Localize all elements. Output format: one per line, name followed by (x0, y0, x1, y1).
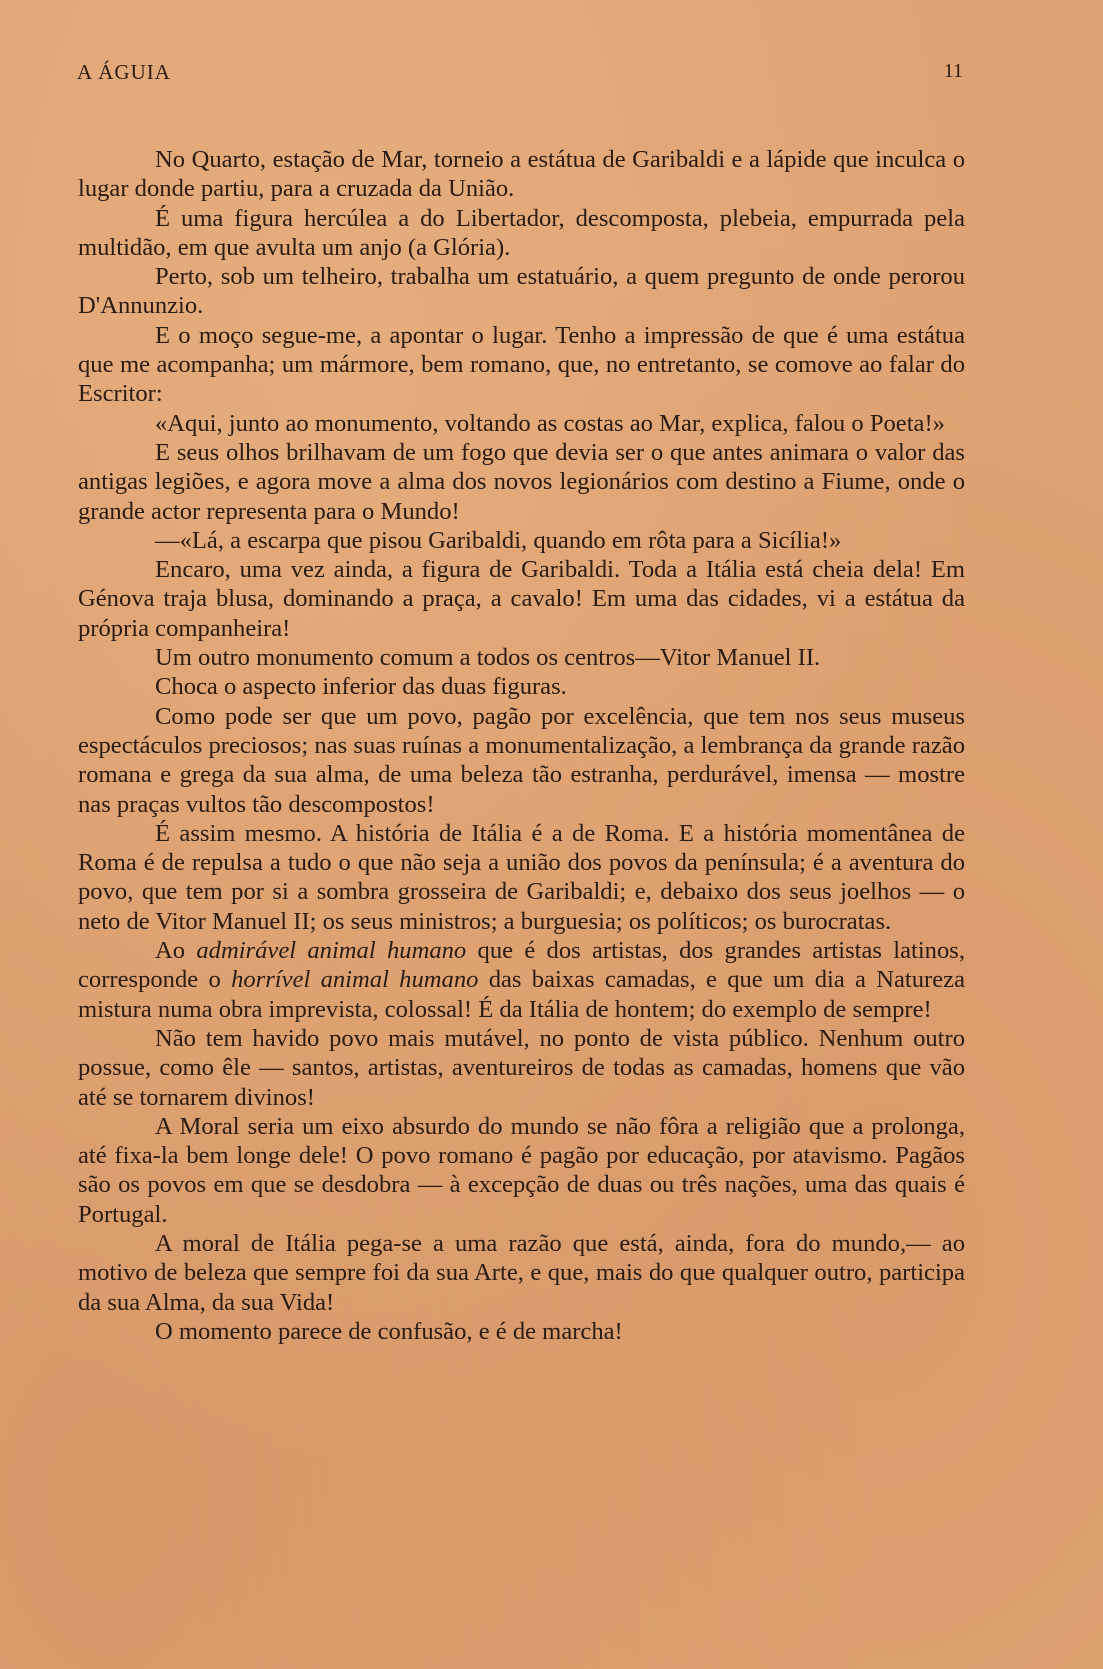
text-run: Não tem havido povo mais mutável, no ponto de vista público. Nenhum outro possue, como êle — santos, artistas, aventureiros de todas as camadas, homens que vão até se tornarem divinos! (78, 1024, 965, 1111)
text-run: No Quarto, estação de Mar, torneio a estátua de Garibaldi e a lápide que inculca o lugar donde partiu, para a cruzada da União. (78, 146, 965, 203)
journal-title: A ÁGUIA (77, 60, 171, 84)
text-run: que é dos artistas, dos grandes artistas latinos, corresponde o (78, 937, 965, 994)
paragraph (78, 262, 965, 321)
text-run: —«Lá, a escarpa que pisou Garibaldi, quando em rôta para a Sicília!» (155, 526, 842, 554)
text-run: A Moral seria um eixo absurdo do mundo se não fôra a religião que a prolonga, até fixa-la bem longe dele! O povo romano é pagão por educação, por atavismo. Pagãos são os povos em que se desdobra — à excepção de duas ou três nações, uma das quais é Portugal. (78, 1112, 965, 1228)
italic-phrase: admirável animal humano (196, 937, 467, 965)
text-run: Um outro monumento comum a todos os centros—Vitor Manuel II. (155, 644, 821, 672)
paragraph (78, 1024, 965, 1112)
paragraph (78, 204, 965, 263)
text-run: Encaro, uma vez ainda, a figura de Garibaldi. Toda a Itália está cheia dela! Em Génova traja blusa, dominando a praça, a cavalo! Em uma das cidades, vi a estátua da própria companheira! (78, 556, 965, 642)
text-run: Como pode ser que um povo, pagão por excelência, que tem nos seus museus espectáculos preciosos; nas suas ruínas a monumentalização, a lembrança da grande razão romana e grega da sua alma, de uma beleza tão estranha, perdurável, imensa — mostre nas praças vultos tão descompostos! (78, 702, 965, 818)
paragraph (78, 555, 965, 643)
text-run: das baixas camadas, e que um dia a Natureza mistura numa obra imprevista, colossal! É da Itália de hontem; do exemplo de sempre! (78, 966, 965, 1023)
paragraph (78, 936, 965, 1024)
text-run: É assim mesmo. A história de Itália é a de Roma. E a história momentânea de Roma é de repulsa a tudo o que não seja a união dos povos da península; é a aventura do povo, que tem por si a sombra grosseira de Garibaldi; e, debaixo dos seus joelhos — o neto de Vitor Manuel II; os seus ministros; a burguesia; os políticos; os burocratas. (78, 819, 965, 935)
paragraph (78, 819, 965, 936)
running-head (77, 60, 963, 90)
italic-phrase: horrível animal humano (231, 966, 479, 994)
text-run: E o moço segue-me, a apontar o lugar. Tenho a impressão de que é uma estátua que me acompanha; um mármore, bem romano, que, no entretanto, se comove ao falar do Escritor: (78, 321, 965, 408)
paragraph (78, 702, 965, 819)
page-number: 11 (943, 60, 963, 82)
paragraph (78, 643, 965, 672)
paragraph (78, 409, 965, 438)
paragraph (78, 145, 965, 204)
paragraph (78, 321, 965, 409)
text-run: E seus olhos brilhavam de um fogo que devia ser o que antes animara o valor das antigas legiões, e agora move a alma dos novos legionários com destino a Fiume, onde o grande actor representa para o Mundo! (78, 438, 965, 525)
paragraph (78, 1317, 965, 1346)
paragraph (78, 1112, 965, 1229)
paragraph (78, 438, 965, 526)
text-run: A moral de Itália pega-se a uma razão que está, ainda, fora do mundo,— ao motivo de beleza que sempre foi da sua Arte, e que, mais do que qualquer outro, participa da sua Alma, da sua Vida! (78, 1229, 965, 1316)
text-run: Ao (155, 937, 197, 965)
text-run: Choca o aspecto inferior das duas figuras. (155, 673, 567, 701)
text-run: O momento parece de confusão, e é de marcha! (155, 1317, 623, 1345)
paragraph (78, 526, 965, 555)
paragraph (78, 1229, 965, 1317)
text-run: É uma figura hercúlea a do Libertador, descomposta, plebeia, empurrada pela multidão, em que avulta um anjo (a Glória). (78, 204, 965, 261)
paragraph (78, 672, 965, 701)
text-run: Perto, sob um telheiro, trabalha um estatuário, a quem pregunto de onde perorou D'Annunzio. (78, 263, 965, 320)
text-run: «Aqui, junto ao monumento, voltando as costas ao Mar, explica, falou o Poeta!» (155, 409, 945, 437)
body-text (78, 145, 965, 1346)
